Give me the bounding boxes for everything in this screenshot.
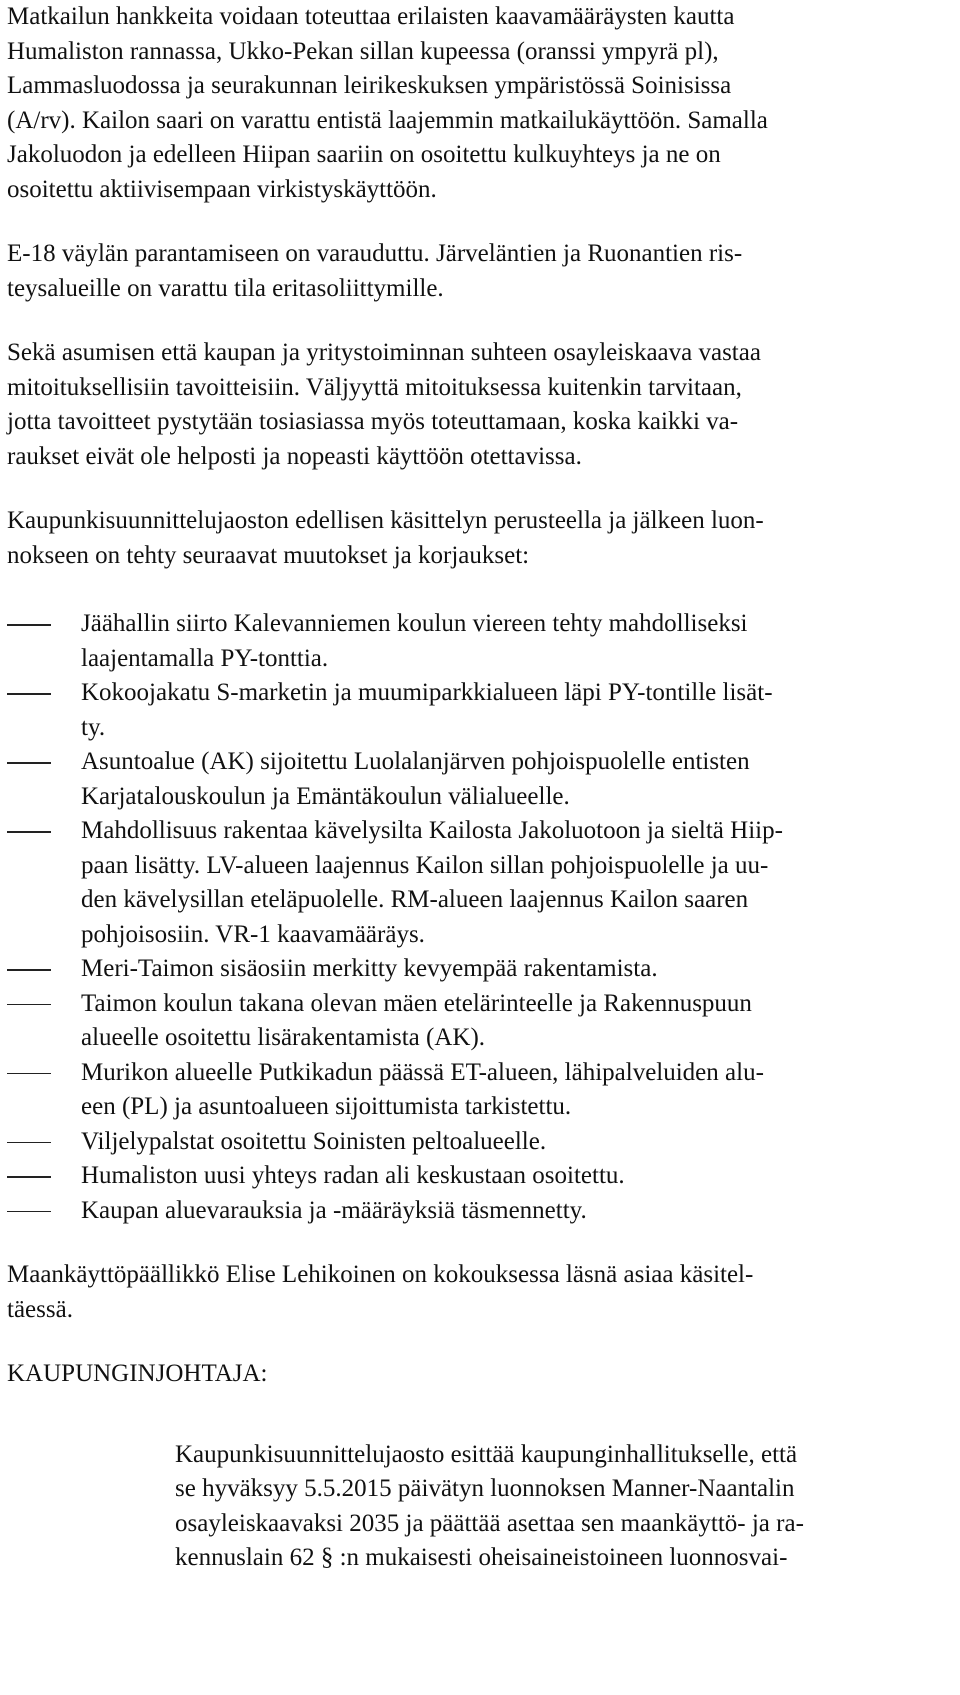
text-line: osayleiskaavaksi 2035 ja päättää asettaa sen maankäyttö- ja ra- [175, 1509, 804, 1537]
text-line: Humaliston rannassa, Ukko-Pekan sillan kupeessa (oranssi ympyrä pl), [7, 37, 719, 65]
paragraph-e18 [7, 237, 947, 306]
text-line: Sekä asumisen että kaupan ja yritystoiminnan suhteen osayleiskaava vastaa [7, 339, 761, 366]
dash-bullet-icon [7, 1211, 51, 1213]
text-line: Lammasluodossa ja seurakunnan leirikeskuksen ympäristössä Soinisissa [7, 72, 732, 99]
text-line: Viljelypalstat osoitettu Soinisten peltoalueelle. [81, 1127, 547, 1155]
text-line: Jäähallin siirto Kalevanniemen koulun viereen tehty mahdolliseksi [81, 610, 748, 637]
text-line: nokseen on tehty seuraavat muutokset ja korjaukset: [7, 541, 530, 569]
text-line: Kaupunkisuunnittelujaosto esittää kaupunginhallitukselle, että [175, 1440, 798, 1468]
text-line: alueelle osoitettu lisärakentamista (AK). [81, 1024, 486, 1051]
text-line: Kokoojakatu S-marketin ja muumiparkkialueen läpi PY-tontille lisät- [81, 679, 773, 706]
dash-bullet-icon [7, 693, 51, 695]
dash-bullet-icon [7, 969, 51, 971]
list-item [7, 814, 947, 952]
proposal-paragraph [175, 1438, 947, 1576]
text-line: se hyväksyy 5.5.2015 päivätyn luonnoksen Manner-Naantalin [175, 1475, 795, 1502]
section-heading: KAUPUNGINJOHTAJA: [7, 1360, 268, 1387]
dash-bullet-icon [7, 1004, 51, 1006]
list-item [7, 1056, 947, 1125]
paragraph-tourism [7, 0, 947, 207]
changes-list [7, 607, 947, 1228]
dash-bullet-icon [7, 762, 51, 764]
text-line: Taimon koulun takana olevan mäen etelärinteelle ja Rakennuspuun [81, 989, 752, 1017]
text-line: jotta tavoitteet pystytään tosiasiassa myös toteuttamaan, koska kaikki va- [7, 408, 739, 435]
dash-bullet-icon [7, 1142, 51, 1144]
list-item [7, 1194, 947, 1229]
text-line: pohjoisosiin. VR-1 kaavamääräys. [81, 920, 425, 948]
text-line: mitoituksellisiin tavoitteisiin. Väljyyttä mitoituksessa kuitenkin tarvitaan, [7, 373, 742, 401]
dash-bullet-icon [7, 1073, 51, 1075]
text-line: Mahdollisuus rakentaa kävelysilta Kailosta Jakoluotoon ja sieltä Hiip- [81, 817, 783, 844]
dash-bullet-icon [7, 831, 51, 833]
text-line: Maankäyttöpäällikkö Elise Lehikoinen on kokouksessa läsnä asiaa käsitel- [7, 1261, 754, 1288]
text-line: Kaupan aluevarauksia ja -määräyksiä täsmennetty. [81, 1196, 587, 1224]
paragraph-attendance [7, 1258, 947, 1327]
dash-bullet-icon [7, 1176, 51, 1178]
text-line: Matkailun hankkeita voidaan toteuttaa erilaisten kaavamääräysten kautta [7, 3, 735, 30]
text-line: täessä. [7, 1295, 73, 1323]
text-line: Jakoluodon ja edelleen Hiipan saariin on osoitettu kulkuyhteys ja ne on [7, 141, 721, 168]
text-line: den kävelysillan eteläpuolelle. RM-alueen laajennus Kailon saaren [81, 886, 749, 913]
text-line: Murikon alueelle Putkikadun päässä ET-alueen, lähipalveluiden alu- [81, 1058, 764, 1086]
text-line: een (PL) ja asuntoalueen sijoittumista tarkistettu. [81, 1093, 572, 1120]
text-line: raukset eivät ole helposti ja nopeasti käyttöön otettavissa. [7, 442, 582, 470]
list-item [7, 607, 947, 676]
text-line: kennuslain 62 § :n mukaisesti oheisaineistoineen luonnosvai- [175, 1544, 788, 1571]
text-line: ty. [81, 713, 106, 741]
paragraph-dimensioning [7, 336, 947, 474]
text-line: Karjatalouskoulun ja Emäntäkoulun välialueelle. [81, 782, 570, 810]
text-line: Kaupunkisuunnittelujaoston edellisen käsittelyn perusteella ja jälkeen luon- [7, 507, 764, 534]
text-line: E-18 väylän parantamiseen on varauduttu. Järveläntien ja Ruonantien ris- [7, 240, 743, 267]
text-line: Humaliston uusi yhteys radan ali keskustaan osoitettu. [81, 1162, 625, 1189]
list-item [7, 1159, 947, 1194]
document-page [7, 0, 947, 1576]
list-item [7, 987, 947, 1056]
text-line: Meri-Taimon sisäosiin merkitty kevyempää rakentamista. [81, 955, 658, 982]
list-item [7, 1125, 947, 1160]
list-item [7, 952, 947, 987]
dash-bullet-icon [7, 624, 51, 626]
text-line: Asuntoalue (AK) sijoitettu Luolalanjärven pohjoispuolelle entisten [81, 748, 750, 775]
text-line: laajentamalla PY-tonttia. [81, 644, 329, 672]
paragraph-changes-intro [7, 504, 947, 573]
text-line: (A/rv). Kailon saari on varattu entistä laajemmin matkailukäyttöön. Samalla [7, 106, 768, 134]
text-line: osoitettu aktiivisempaan virkistyskäyttöön. [7, 175, 437, 203]
list-item [7, 676, 947, 745]
text-line: teysalueille on varattu tila eritasoliittymille. [7, 274, 444, 302]
list-item [7, 745, 947, 814]
text-line: paan lisätty. LV-alueen laajennus Kailon sillan pohjoispuolelle ja uu- [81, 851, 769, 879]
